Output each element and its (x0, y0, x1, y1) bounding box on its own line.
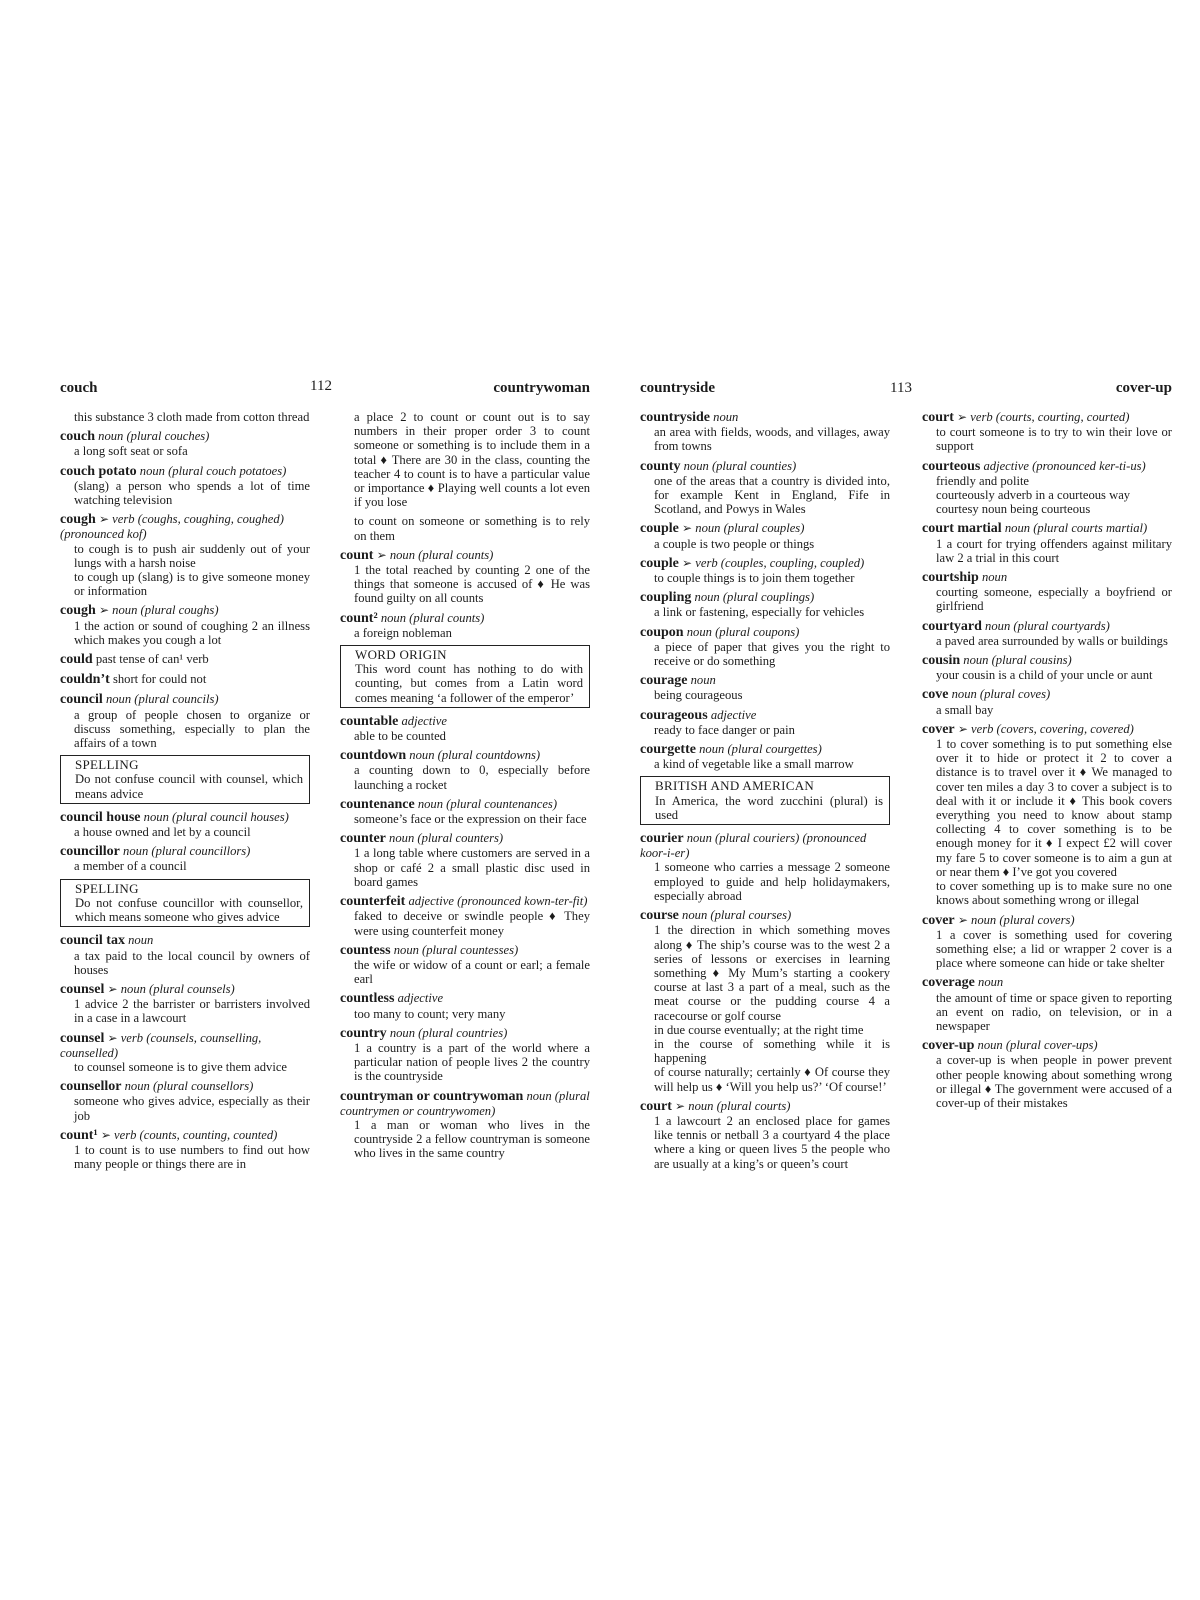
grammar: noun (plural couples) (695, 521, 805, 536)
definition: 1 the action or sound of coughing 2 an illness which makes you cough a lot (74, 618, 310, 647)
entry (640, 556, 890, 585)
definition: courting someone, especially a boyfriend or girlfriend (936, 585, 1172, 614)
entry (340, 1026, 590, 1084)
grammar: noun (plural counties) (683, 458, 797, 473)
box-title: WORD ORIGIN (355, 647, 447, 663)
entry (60, 429, 310, 458)
entry (922, 459, 1172, 517)
definition: a kind of vegetable like a small marrow (654, 757, 854, 772)
left-page (60, 380, 590, 1176)
arrow-icon: ➢ (682, 521, 693, 536)
entry (340, 894, 590, 938)
entry (340, 748, 590, 792)
entry (340, 991, 590, 1020)
grammar: noun (plural council houses) (143, 809, 289, 824)
grammar: noun (978, 975, 1004, 990)
headword: courteous (922, 458, 981, 474)
entry (922, 687, 1172, 716)
headword: council (60, 692, 103, 708)
definition: a paved area surrounded by walls or buildings (936, 633, 1168, 648)
entry (922, 521, 1172, 565)
grammar: verb (counts, counting, counted) (114, 1127, 278, 1142)
grammar: noun (plural couriers) (pronounced koor-i-er) (640, 831, 867, 861)
phrase: of course naturally; certainly ♦ Of course they will help us ♦ ‘Will you help us?’ ‘Of course!’ (654, 1065, 890, 1094)
definition: a cover-up is when people in power prevent other people knowing about something wrong or illegal ♦ The government were accused of a cover-up of their mistakes (936, 1053, 1172, 1110)
headword: couch (60, 429, 95, 445)
grammar: adjective (pronounced kown-ter-fit) (408, 894, 588, 909)
grammar: noun (plural counsels) (120, 981, 235, 996)
entry (340, 548, 590, 606)
grammar: noun (plural couch potatoes) (139, 463, 287, 478)
entry (640, 459, 890, 517)
entry (922, 410, 1172, 454)
definition: 1 to cover something is to put something else over it to hide or protect it 2 to cover a distance is to travel over it ♦ We managed to cover ten miles a day 3 to cover a subject is to deal with it or include it ♦ This book covers everything you need to know about stamp collecting 4 to cover something is to be enough money for it ♦ I expect £2 will cover my fare 5 to cover someone is to aim a gun at or near them ♦ I’ve got you covered (936, 737, 1172, 879)
entry (922, 975, 1172, 1033)
definition: past tense of can¹ verb (95, 652, 209, 667)
headword: cousin (922, 653, 961, 669)
running-head-left: countryside (640, 380, 715, 396)
headword: courgette (640, 742, 696, 758)
grammar: noun (plural countenances) (417, 796, 558, 811)
grammar: noun (plural courtyards) (985, 618, 1110, 633)
grammar: noun (plural countdowns) (409, 748, 541, 763)
definition: one of the areas that a country is divided into, for example Kent in England, Fife in Scotland, and Powys in Wales (654, 473, 890, 517)
headword: councillor (60, 844, 120, 860)
headword: countenance (340, 796, 415, 812)
entry (60, 844, 310, 873)
headword: could (60, 652, 93, 668)
grammar: adjective (401, 713, 447, 728)
definition: a member of a council (74, 859, 187, 874)
headword: counsel (60, 1030, 105, 1046)
definition: a group of people chosen to organize or discuss something, especially to plan the affairs of a town (74, 707, 310, 751)
grammar: noun (plural cousins) (963, 653, 1072, 668)
page-header (640, 380, 1172, 410)
definition: 1 a man or woman who lives in the countryside 2 a fellow countryman is someone who lives in the same country (354, 1117, 590, 1161)
grammar: noun (plural counsellors) (124, 1079, 254, 1094)
definition: to couple things is to join them together (654, 571, 855, 586)
headword: course (640, 908, 679, 924)
headword: council tax (60, 933, 125, 949)
entry (60, 1031, 310, 1075)
grammar: noun (plural couches) (98, 429, 210, 444)
definition: the wife or widow of a count or earl; a female earl (354, 957, 590, 987)
definition: to court someone is to try to win their love or support (936, 425, 1172, 454)
definition: able to be counted (354, 729, 446, 744)
entry (922, 913, 1172, 971)
arrow-icon: ➢ (957, 721, 968, 736)
entry (60, 603, 310, 647)
grammar: noun (plural covers) (971, 912, 1075, 927)
headword: couple (640, 555, 679, 571)
headword: courtyard (922, 618, 982, 634)
right-page (640, 380, 1172, 1176)
phrase: in due course eventually; at the right time (654, 1022, 864, 1037)
headword: courier (640, 831, 684, 847)
headword: countryman or countrywoman (340, 1088, 524, 1104)
entry (922, 722, 1172, 908)
definition: a piece of paper that gives you the right to receive or do something (654, 639, 890, 669)
grammar: verb (counsels, counselling, counselled) (60, 1030, 262, 1060)
headword: cove (922, 687, 949, 703)
entry (640, 708, 890, 737)
grammar: noun (plural councillors) (123, 844, 251, 859)
definition: short for could not (112, 672, 207, 687)
entry (640, 590, 890, 619)
arrow-icon: ➢ (957, 410, 968, 424)
headword: count² (340, 610, 378, 626)
entry (60, 672, 310, 687)
arrow-icon: ➢ (98, 603, 110, 618)
definition: a couple is two people or things (654, 536, 815, 551)
headword: court (640, 1098, 672, 1114)
spelling-box (60, 755, 310, 804)
grammar: noun (981, 570, 1008, 585)
headword: coupling (640, 590, 692, 606)
headword: court (922, 410, 954, 425)
definition: the amount of time or space given to reporting an event on radio, on television, or in a newspaper (936, 990, 1172, 1033)
grammar: verb (courts, courting, courted) (970, 410, 1130, 424)
definition: a link or fastening, especially for vehicles (654, 605, 865, 620)
headword: couple (640, 521, 679, 537)
grammar: noun (plural cover-ups) (977, 1038, 1098, 1053)
grammar: noun (plural couplings) (694, 590, 815, 605)
headword: couldn’t (60, 672, 110, 688)
definition: a foreign nobleman (354, 625, 452, 640)
box-title: BRITISH AND AMERICAN (655, 778, 815, 794)
definition: 1 advice 2 the barrister or barristers involved in a case in a lawcourt (74, 997, 310, 1026)
entry (640, 673, 890, 702)
headword: cough (60, 603, 96, 619)
entry (60, 933, 310, 977)
grammar: adjective (710, 707, 757, 722)
grammar: noun (plural countrymen or countrywomen) (340, 1088, 590, 1118)
arrow-icon: ➢ (376, 547, 387, 562)
grammar: verb (covers, covering, covered) (971, 721, 1134, 736)
definition: 1 a cover is something used for covering something else; a lid or wrapper 2 cover is a place where someone can hide or take shelter (936, 927, 1172, 971)
entry (922, 653, 1172, 682)
headword: council house (60, 809, 141, 825)
arrow-icon: ➢ (107, 981, 118, 996)
definition: friendly and polite (936, 473, 1030, 488)
entry (640, 908, 890, 1094)
entry (340, 1089, 590, 1161)
definition: a counting down to 0, especially before launching a rocket (354, 763, 590, 792)
grammar: noun (plural councils) (105, 692, 219, 707)
entry (922, 570, 1172, 614)
phrase: to cough up (slang) is to give someone money or information (74, 570, 310, 599)
derivative: courteously adverb in a courteous way (936, 488, 1131, 503)
grammar: noun (plural courts) (688, 1098, 791, 1113)
grammar: adjective (pronounced ker-ti-us) (983, 458, 1146, 473)
definition: 1 a long table where customers are served in a shop or café 2 a small plastic disc used in board games (354, 846, 590, 889)
continued-text: a place 2 to count or count out is to say numbers in their proper order 3 to count someone or something is to include them in a total ♦ There are 30 in the class, counting the teacher 4 to count is to have a particular value or importance ♦ Playing well counts a lot even if you lose (354, 410, 590, 510)
column-2 (340, 410, 590, 1176)
grammar: noun (plural countries) (389, 1025, 508, 1040)
entry (340, 797, 590, 826)
definition: a long soft seat or sofa (74, 444, 188, 459)
box-text: Do not confuse councillor with counsellor, which means someone who gives advice (75, 895, 303, 925)
headword: countless (340, 991, 395, 1007)
definition: to counsel someone is to give them advice (74, 1059, 287, 1074)
entry (60, 652, 310, 667)
entry (340, 714, 590, 743)
grammar: verb (couples, coupling, coupled) (695, 555, 865, 570)
entry (60, 512, 310, 598)
entry (640, 742, 890, 771)
headword: courageous (640, 707, 708, 723)
spelling-box (60, 879, 310, 928)
headword: county (640, 458, 681, 474)
arrow-icon: ➢ (957, 912, 968, 927)
definition: ready to face danger or pain (654, 722, 795, 737)
british-american-box (640, 776, 890, 825)
grammar: noun (plural counts) (389, 547, 494, 562)
arrow-icon: ➢ (682, 555, 693, 570)
arrow-icon: ➢ (98, 512, 110, 527)
headword: courage (640, 673, 688, 689)
headword: countryside (640, 410, 710, 425)
headword: country (340, 1025, 387, 1041)
continued-text: this substance 3 cloth made from cotton thread (74, 410, 310, 424)
definition: (slang) a person who spends a lot of time watching television (74, 478, 310, 508)
entry (640, 625, 890, 669)
entry (60, 464, 310, 508)
grammar: noun (plural courses) (682, 908, 792, 923)
box-title: SPELLING (75, 880, 139, 896)
box-text: In America, the word zucchini (plural) is used (655, 793, 883, 822)
headword: courtship (922, 570, 979, 586)
grammar: verb (coughs, coughing, coughed) (pronounced kof) (60, 512, 284, 542)
headword: coupon (640, 624, 684, 640)
headword: counsellor (60, 1079, 122, 1095)
entry (640, 1099, 890, 1171)
definition: 1 a court for trying offenders against military law 2 a trial in this court (936, 536, 1172, 565)
grammar: noun (713, 410, 739, 424)
page-number: 113 (890, 380, 912, 396)
column-1 (60, 410, 310, 1176)
entry (640, 521, 890, 550)
headword: counsel (60, 981, 105, 997)
phrase: to cover something up is to make sure no one knows about something wrong or illegal (936, 879, 1172, 908)
headword: count (340, 547, 374, 563)
arrow-icon: ➢ (675, 1098, 686, 1113)
definition: a house owned and let by a council (74, 825, 251, 840)
running-head-left: couch (60, 380, 98, 396)
box-text: This word count has nothing to do with counting, but comes from a Latin word comes meaning ‘a follower of the emperor’ (355, 662, 583, 705)
definition: 1 someone who carries a message 2 someone employed to guide and help holidaymakers, especially abroad (654, 860, 890, 903)
headword: coverage (922, 975, 975, 991)
definition: too many to count; very many (354, 1006, 506, 1021)
entry (640, 831, 890, 903)
headword: cover (922, 912, 955, 928)
box-text: Do not confuse council with counsel, which means advice (75, 772, 303, 801)
definition: 1 a country is a part of the world where a particular nation of people lives 2 the country is the countryside (354, 1040, 590, 1084)
definition: your cousin is a child of your uncle or aunt (936, 668, 1153, 683)
definition: someone who gives advice, especially as their job (74, 1094, 310, 1123)
entry (60, 692, 310, 750)
box-title: SPELLING (75, 757, 139, 773)
grammar: adjective (397, 991, 444, 1006)
definition: an area with fields, woods, and villages, away from towns (654, 425, 890, 454)
entry (60, 810, 310, 839)
entry (60, 1128, 310, 1172)
headword: countess (340, 942, 391, 958)
headword: cover-up (922, 1038, 975, 1054)
grammar: noun (plural countesses) (393, 942, 519, 957)
definition: 1 a lawcourt 2 an enclosed place for games like tennis or netball 3 a courtyard 4 the place where a king or queen lives 5 the people who are usually at a king’s or queen’s court (654, 1113, 890, 1171)
entry (60, 982, 310, 1026)
grammar: noun (plural counters) (389, 831, 504, 846)
headword: counterfeit (340, 894, 406, 910)
headword: count¹ (60, 1127, 98, 1143)
grammar: noun (plural counts) (380, 610, 485, 625)
definition: a tax paid to the local council by owners of houses (74, 948, 310, 977)
grammar: noun (plural coughs) (112, 603, 219, 618)
grammar: noun (128, 933, 154, 948)
column-1 (640, 410, 890, 1176)
headword: countdown (340, 748, 407, 764)
headword: couch potato (60, 463, 137, 479)
definition: 1 to count is to use numbers to find out how many people or things there are in (74, 1142, 310, 1172)
entry (340, 831, 590, 889)
entry (640, 410, 890, 454)
entry (340, 611, 590, 640)
entry (922, 619, 1172, 648)
page-header (60, 380, 590, 410)
definition: to cough is to push air suddenly out of your lungs with a harsh noise (74, 541, 310, 570)
page-number: 112 (310, 378, 332, 394)
grammar: noun (690, 673, 716, 688)
headword: countable (340, 713, 399, 729)
entry (60, 1079, 310, 1123)
definition: a small bay (936, 702, 994, 717)
definition: being courageous (654, 688, 743, 703)
definition: someone’s face or the expression on their face (354, 812, 587, 827)
word-origin-box (340, 645, 590, 708)
phrase: to count on someone or something is to rely on them (354, 514, 590, 543)
arrow-icon: ➢ (100, 1127, 111, 1142)
grammar: noun (plural courts martial) (1004, 521, 1148, 536)
grammar: noun (plural coupons) (686, 624, 800, 639)
running-head-right: countrywoman (493, 380, 590, 396)
column-2 (922, 410, 1172, 1176)
headword: counter (340, 831, 386, 847)
phrase: in the course of something while it is happening (654, 1036, 890, 1066)
running-head-right: cover-up (1115, 380, 1172, 396)
entry (922, 1038, 1172, 1110)
derivative: courtesy noun being courteous (936, 502, 1091, 517)
definition: 1 the direction in which something moves along ♦ The ship’s course was to the west 2 a series of lessons or exercises in learning something ♦ My Mum’s starting a cookery course at last 3 a part of a meal, such as the meat course or the pudding course 4 a racecourse or golf course (654, 923, 890, 1023)
definition: faked to deceive or swindle people ♦ They were using counterfeit money (354, 909, 590, 938)
entry (340, 943, 590, 987)
arrow-icon: ➢ (107, 1030, 118, 1045)
headword: court martial (922, 521, 1002, 537)
headword: cover (922, 721, 955, 737)
definition: 1 the total reached by counting 2 one of the things that someone is accused of ♦ He was found guilty on all counts (354, 563, 590, 606)
headword: cough (60, 512, 96, 528)
grammar: noun (plural coves) (951, 687, 1051, 702)
grammar: noun (plural courgettes) (699, 742, 822, 757)
